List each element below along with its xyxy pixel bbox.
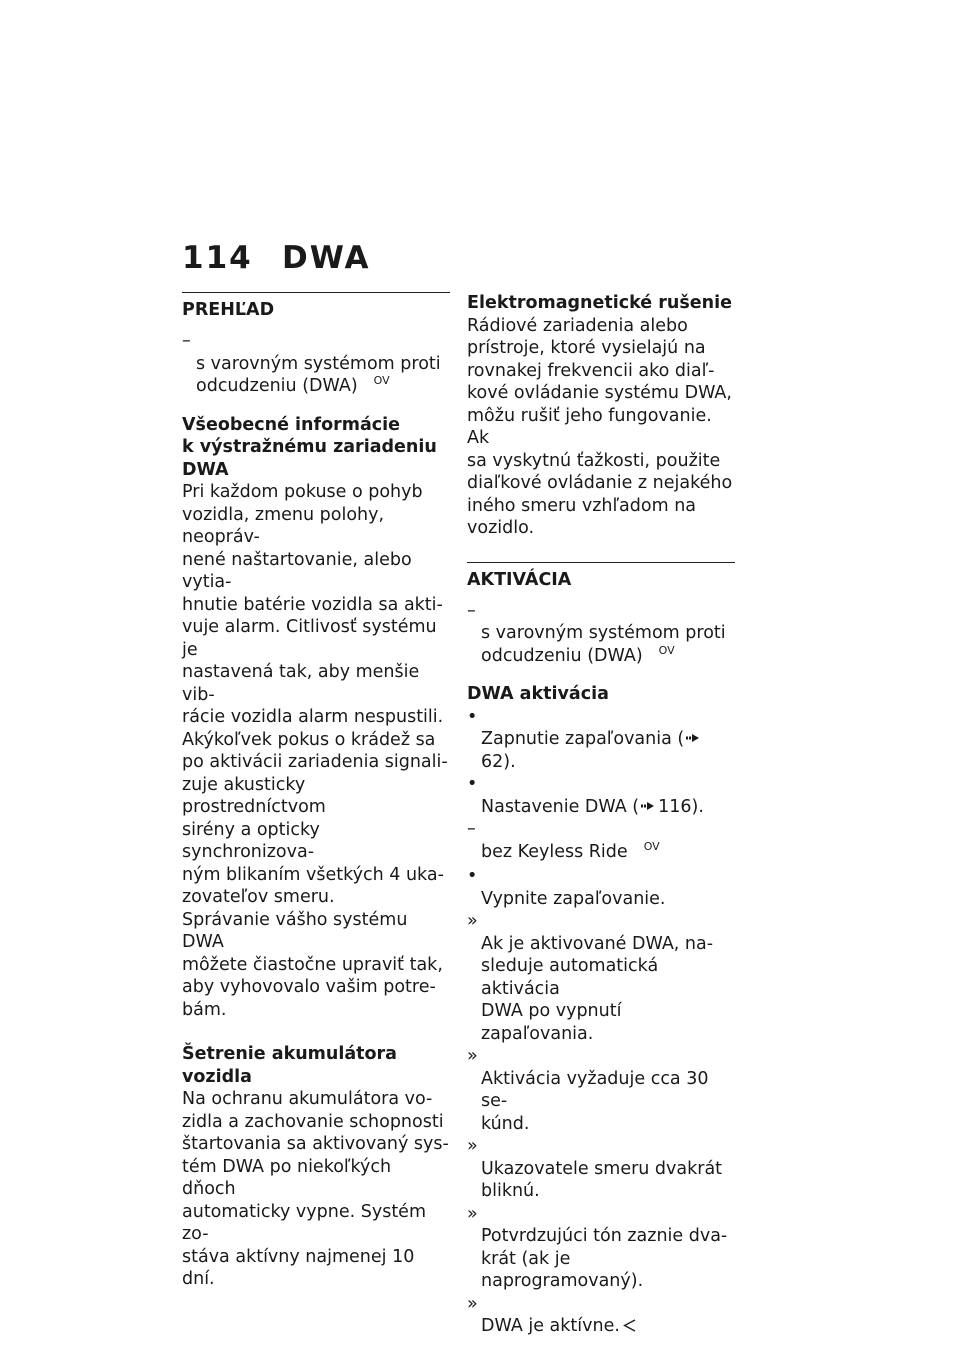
page-reference-arrow-icon xyxy=(641,801,655,811)
step-ignition-off xyxy=(467,865,735,910)
result-text: Ukazovatele smeru dvakrát bliknú. xyxy=(481,1158,723,1201)
left-column xyxy=(182,292,450,1291)
page-reference[interactable]: 116). xyxy=(658,796,704,817)
keyless-condition xyxy=(467,818,735,865)
emi-paragraph: Rádiové zariadenia alebo prístroje, ktoré vysielajú na rovnakej frekvencii ako diaľ- kové ovládanie systému DWA, môžu rušiť jeho fungovanie. Ak sa vyskytnú ťažkosti, použite diaľkové ovládanie z nejakého iného smeru vzhľadom na vozidlo. xyxy=(467,315,733,538)
result-item xyxy=(467,910,735,1045)
section-title-activation: AKTIVÁCIA xyxy=(467,569,572,590)
option-code: OV xyxy=(643,839,660,853)
result-text: DWA je aktívne. xyxy=(481,1316,620,1336)
result-marker: » xyxy=(467,1046,478,1066)
result-marker: » xyxy=(467,1293,478,1314)
result-marker: » xyxy=(467,911,478,931)
option-text: s varovným systémom proti odcudzeniu (DWA) xyxy=(481,623,726,666)
result-text: Aktivácia vyžaduje cca 30 se- kúnd. xyxy=(481,1068,709,1134)
bullet-marker: • xyxy=(467,774,478,794)
option-requirement xyxy=(467,600,735,670)
general-info-heading: Všeobecné informácie k výstražnému zariadeniu DWA xyxy=(182,414,437,480)
step-ignition-on xyxy=(467,706,735,774)
result-item xyxy=(467,1135,735,1203)
result-item xyxy=(467,1203,735,1293)
section-rule xyxy=(182,292,450,293)
step-set-dwa xyxy=(467,773,735,818)
step-text: Nastavenie DWA ( xyxy=(481,796,640,817)
step-text: Zapnutie zapaľovania ( xyxy=(481,729,685,749)
option-text: s varovným systémom proti odcudzeniu (DWA) xyxy=(196,353,441,396)
section-rule xyxy=(467,562,735,563)
result-text: Ak je aktivované DWA, na- sleduje automatická aktivácia DWA po vypnutí zapaľovania. xyxy=(481,933,714,1044)
right-column xyxy=(467,292,735,1338)
option-requirement xyxy=(182,330,450,400)
dash-marker: – xyxy=(182,331,191,351)
result-item xyxy=(467,1045,735,1135)
option-code: OV xyxy=(658,643,675,657)
bullet-marker: • xyxy=(467,706,478,727)
option-code: OV xyxy=(373,374,390,387)
dash-marker: – xyxy=(467,600,476,621)
battery-heading: Šetrenie akumulátora vozidla xyxy=(182,1044,397,1087)
activation-heading: DWA aktivácia xyxy=(467,684,609,704)
page-reference-arrow-icon xyxy=(686,733,700,743)
end-of-section-icon xyxy=(623,1319,636,1332)
result-marker: » xyxy=(467,1203,478,1224)
result-marker: » xyxy=(467,1136,478,1156)
page-number: 114 xyxy=(182,240,253,276)
behavior-paragraph: Správanie vášho systému DWA môžete čiastočne upraviť tak, aby vyhovovalo vašim potre- bám. xyxy=(182,909,443,1020)
step-text: Vypnite zapaľovanie. xyxy=(481,888,666,909)
emi-heading: Elektromagnetické rušenie xyxy=(467,293,732,313)
page-reference[interactable]: 62). xyxy=(481,751,516,772)
result-text: Potvrdzujúci tón zaznie dva- krát (ak je naprogramovaný). xyxy=(481,1226,728,1291)
general-info-paragraph: Pri každom pokuse o pohyb vozidla, zmenu polohy, neopráv- nené naštartovanie, alebo vytia- hnutie batérie vozidla sa akti- vuje alarm. Citlivosť systému je nastavená tak, aby menšie vib- rácie vozidla alarm nespustili. Akýkoľvek pokus o krádež sa po aktivácii zariadenia signali- zuje akusticky prostredníctvom sirény a opticky synchronizova- ným blikaním všetkých 4 uka- zovateľov smeru. xyxy=(182,482,448,907)
dash-marker: – xyxy=(467,819,476,839)
condition-text: bez Keyless Ride xyxy=(481,841,628,862)
chapter-title: DWA xyxy=(282,240,371,276)
bullet-marker: • xyxy=(467,866,478,886)
result-item xyxy=(467,1293,735,1338)
battery-paragraph: Na ochranu akumulátora vo- zidla a zachovanie schopnosti štartovania sa aktivovaný sys- tém DWA po niekoľkých dňoch automaticky vypne. Systém zo- stáva aktívny najmenej 10 dní. xyxy=(182,1089,449,1289)
section-title-overview: PREHĽAD xyxy=(182,300,275,320)
